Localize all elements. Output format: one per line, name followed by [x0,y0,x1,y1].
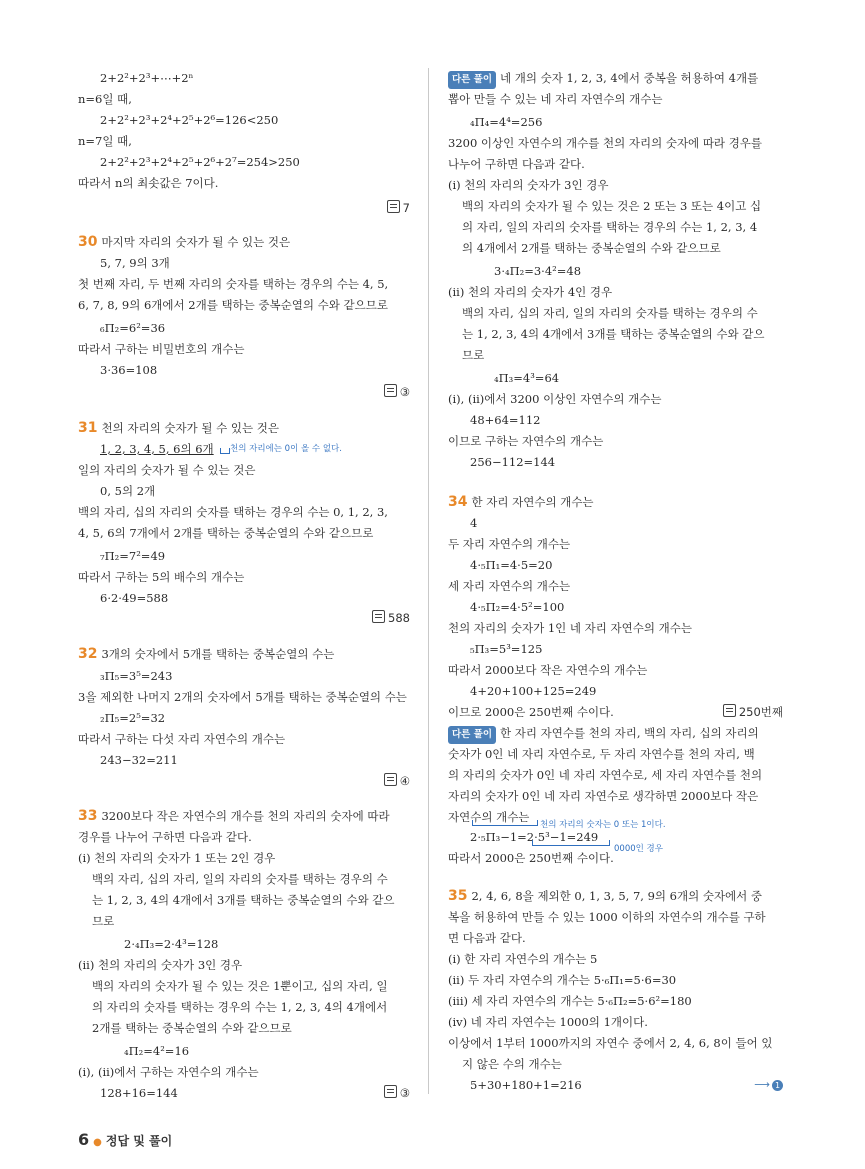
formula-line: 3·₄Π₂=3·4²=48 [494,264,582,278]
text-line: 따라서 구하는 5의 배수의 개수는 [78,570,245,584]
text-line: (i), (ii)에서 3200 이상인 자연수의 개수는 [448,392,662,406]
text-line: 6, 7, 8, 9의 6개에서 2개를 택하는 중복순열의 수와 같으므로 [78,298,388,312]
text-line: 따라서 구하는 비밀번호의 개수는 [78,342,245,356]
formula-line: 2+2²+2³+2⁴+2⁵+2⁶=126<250 [100,113,279,127]
text-line: 의 자리의 숫자가 0인 네 자리 자연수로, 세 자리 자연수를 천의 [448,768,763,782]
text-line: 의 자리, 일의 자리의 숫자를 택하는 경우의 수는 1, 2, 3, 4 [462,220,758,234]
text-line: 백의 자리, 십의 자리, 일의 자리의 숫자를 택하는 경우의 수 [92,872,388,886]
formula-line: ₄Π₂=4²=16 [124,1044,190,1058]
text-line: 1, 2, 3, 4, 5, 6의 6개 [100,442,214,456]
alt-solution-line: 다른 풀이 네 개의 숫자 1, 2, 3, 4에서 중복을 허용하여 4개를 [448,70,758,89]
problem-number: 30 [78,234,98,250]
text-line: 이므로 구하는 자연수의 개수는 [448,434,604,448]
formula-line: ₂Π₅=2⁵=32 [100,711,166,725]
text-line: 므로 [92,914,115,928]
formula-line: 2+2²+2³+⋯+2ⁿ [100,71,194,85]
answer-icon [723,704,736,717]
text-line: 따라서 2000은 250번째 수이다. [448,851,614,865]
formula-line: 128+16=144 [100,1086,178,1100]
formula-line: 256−112=144 [470,455,556,469]
text-line: (i), (ii)에서 구하는 자연수의 개수는 [78,1065,259,1079]
text-line: 는 1, 2, 3, 4의 4개에서 3개를 택하는 중복순열의 수와 같으 [92,893,395,907]
annotation-bracket [220,448,230,454]
text-line: 의 4개에서 2개를 택하는 중복순열의 수와 같으므로 [462,241,721,255]
answer-icon [384,773,397,786]
text-line: (ii) 천의 자리의 숫자가 4인 경우 [448,285,613,299]
formula-line: 2·₅Π₃−1=2·5³−1=249 [470,830,599,844]
text-line: 5, 7, 9의 3개 [100,256,170,270]
text-line: 4, 5, 6의 7개에서 2개를 택하는 중복순열의 수와 같으므로 [78,526,374,540]
answer-badge: 588 [372,610,410,625]
text-line: (iv) 네 자리 자연수는 1000의 1개이다. [448,1015,648,1029]
text-line: 뽑아 만들 수 있는 네 자리 자연수의 개수는 [448,92,663,106]
answer-badge: 7 [387,200,410,215]
text-line: 는 1, 2, 3, 4의 4개에서 3개를 택하는 중복순열의 수와 같으 [462,327,765,341]
alt-solution-tag: 다른 풀이 [448,726,496,744]
text-line: (ii) 천의 자리의 숫자가 3인 경우 [78,958,243,972]
text-line: 백의 자리, 십의 자리의 숫자를 택하는 경우의 수는 0, 1, 2, 3, [78,505,388,519]
text-line: 자연수의 개수는 [448,810,530,824]
formula-line: 2·₄Π₃=2·4³=128 [124,937,219,951]
text-line: 따라서 n의 최솟값은 7이다. [78,176,219,190]
continue-number-icon: 1 [772,1080,783,1091]
problem-35: 35 2, 4, 6, 8을 제외한 0, 1, 3, 5, 7, 9의 6개의 숫자에서 중 [448,888,763,904]
formula-line: 4 [470,516,478,530]
text-line: 3을 제외한 나머지 2개의 숫자에서 5개를 택하는 중복순열의 수는 [78,690,407,704]
text-line: 지 않은 수의 개수는 [462,1057,562,1071]
answer-badge: 250번째 [723,704,783,720]
text-line: 므로 [462,348,485,362]
formula-line: ₄Π₃=4³=64 [494,371,560,385]
problem-31: 31 천의 자리의 숫자가 될 수 있는 것은 [78,420,279,436]
formula-line: ₃Π₅=3⁵=243 [100,669,173,683]
formula-line: 3·36=108 [100,363,158,377]
annotation-bracket [532,840,610,846]
text-line: 일의 자리의 숫자가 될 수 있는 것은 [78,463,256,477]
text-line: 백의 자리의 숫자가 될 수 있는 것은 2 또는 3 또는 4이고 십 [462,199,762,213]
problem-number: 31 [78,420,98,436]
text-line: 0, 5의 2개 [100,484,156,498]
answer-badge: ④ [384,773,410,788]
formula-line: 4·₅Π₂=4·5²=100 [470,600,565,614]
text-line: 백의 자리, 십의 자리, 일의 자리의 숫자를 택하는 경우의 수 [462,306,758,320]
problem-30: 30 마지막 자리의 숫자가 될 수 있는 것은 [78,234,291,250]
formula-line: 4+20+100+125=249 [470,684,597,698]
formula-line: 5+30+180+1=216 [470,1078,582,1092]
text-line: n=6일 때, [78,92,132,106]
text-line: 의 자리의 숫자를 택하는 경우의 수는 1, 2, 3, 4의 4개에서 [92,1000,388,1014]
formula-line: ₆Π₂=6²=36 [100,321,166,335]
arrow-right-icon: ⟶ [754,1078,770,1091]
text-line: 3200 이상인 자연수의 개수를 천의 자리의 숫자에 따라 경우를 [448,136,763,150]
answer-icon [387,200,400,213]
problem-number: 33 [78,808,98,824]
text-line: 첫 번째 자리, 두 번째 자리의 숫자를 택하는 경우의 수는 4, 5, [78,277,389,291]
page-footer [78,1130,172,1149]
text-line: 숫자가 0인 네 자리 자연수로, 두 자리 자연수를 천의 자리, 백 [448,747,755,761]
problem-33: 33 3200보다 작은 자연수의 개수를 천의 자리의 숫자에 따라 [78,808,390,824]
formula-line: 6·2·49=588 [100,591,169,605]
column-divider [428,68,429,1094]
text-line: (i) 천의 자리의 숫자가 1 또는 2인 경우 [78,851,276,865]
alt-solution-line: 다른 풀이 한 자리 자연수를 천의 자리, 백의 자리, 십의 자리의 [448,725,759,744]
text-line: 천의 자리의 숫자가 1인 네 자리 자연수의 개수는 [448,621,692,635]
text-line: 경우를 나누어 구하면 다음과 같다. [78,830,252,844]
formula-line: 2+2²+2³+2⁴+2⁵+2⁶+2⁷=254>250 [100,155,300,169]
text-line: 이므로 2000은 250번째 수이다. [448,705,614,719]
formula-line: 48+64=112 [470,413,541,427]
text-line: 두 자리 자연수의 개수는 [448,537,571,551]
text-line: (ii) 두 자리 자연수의 개수는 5·₆Π₁=5·6=30 [448,973,677,987]
footer-label: 정답 및 풀이 [105,1134,173,1148]
text-line: (i) 천의 자리의 숫자가 3인 경우 [448,178,609,192]
text-line: 이상에서 1부터 1000까지의 자연수 중에서 2, 4, 6, 8이 들어 있 [448,1036,773,1050]
answer-icon [372,610,385,623]
text-line: 자리의 숫자가 0인 네 자리 자연수로 생각하면 2000보다 작은 [448,789,759,803]
problem-number: 32 [78,646,98,662]
problem-number: 34 [448,494,468,510]
annotation-bracket [472,820,538,826]
continue-indicator [754,1078,783,1091]
text-line: 백의 자리의 숫자가 될 수 있는 것은 1뿐이고, 십의 자리, 일 [92,979,388,993]
formula-line: 4·₅Π₁=4·5=20 [470,558,553,572]
formula-line: ₄Π₄=4⁴=256 [470,115,543,129]
annotation-note: 천의 자리에는 0이 올 수 없다. [230,444,342,454]
answer-icon [384,1085,397,1098]
text-line: 2개를 택하는 중복순열의 수와 같으므로 [92,1021,292,1035]
text-line: 나누어 구하면 다음과 같다. [448,157,585,171]
problem-32: 32 3개의 숫자에서 5개를 택하는 중복순열의 수는 [78,646,335,662]
page-number: 6 [78,1130,90,1149]
text-line: (iii) 세 자리 자연수의 개수는 5·₆Π₂=5·6²=180 [448,994,692,1008]
text-line: 복을 허용하여 만들 수 있는 1000 이하의 자연수의 개수를 구하 [448,910,766,924]
problem-34: 34 한 자리 자연수의 개수는 [448,494,594,510]
formula-line: ₇Π₂=7²=49 [100,549,166,563]
answer-icon [384,384,397,397]
text-line: (i) 한 자리 자연수의 개수는 5 [448,952,598,966]
answer-badge: ③ [384,1085,410,1100]
text-line: 따라서 구하는 다섯 자리 자연수의 개수는 [78,732,286,746]
annotation-note: 0000인 경우 [614,844,663,854]
bullet-icon: ● [93,1137,102,1148]
formula-line: 243−32=211 [100,753,178,767]
text-line: 면 다음과 같다. [448,931,526,945]
formula-line: ₅Π₃=5³=125 [470,642,543,656]
problem-number: 35 [448,888,468,904]
text-line: 따라서 2000보다 작은 자연수의 개수는 [448,663,648,677]
text-line: 세 자리 자연수의 개수는 [448,579,571,593]
text-line: n=7일 때, [78,134,132,148]
annotation-note: 천의 자리의 숫자는 0 또는 1이다. [540,820,666,830]
alt-solution-tag: 다른 풀이 [448,71,496,89]
answer-badge: ③ [384,384,410,399]
